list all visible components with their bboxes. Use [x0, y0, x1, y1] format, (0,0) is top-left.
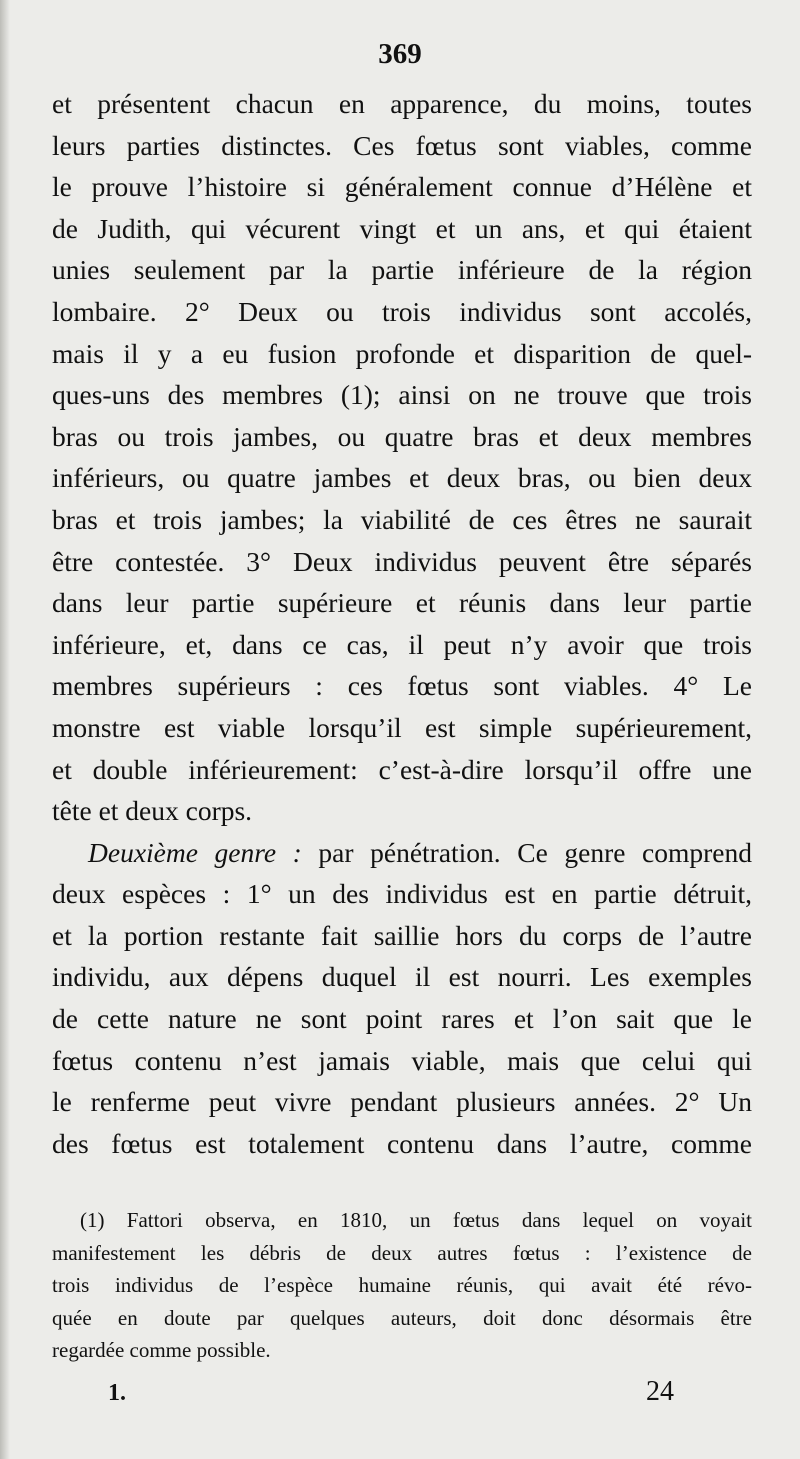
text-line: fœtus contenu n’est jamais viable, mais que celui qui: [52, 1044, 752, 1076]
footnote-line: quée en doute par quelques auteurs, doit donc désormais être: [52, 1305, 752, 1330]
folio-number: 24: [646, 1376, 674, 1407]
text-line: deux espèces : 1° un des individus est en partie détruit,: [52, 878, 752, 910]
footnote: [52, 1204, 752, 1367]
main-text: [52, 83, 752, 1164]
page-edge-shadow: [0, 0, 10, 1459]
text-line: unies seulement par la partie inférieure de la région: [52, 254, 752, 286]
text-line: et la portion restante fait saillie hors du corps de l’autre: [52, 919, 752, 951]
text-line: individu, aux dépens duquel il est nourri. Les exemples: [52, 961, 752, 993]
text-line: et présentent chacun en apparence, du moins, toutes: [52, 88, 752, 119]
signature-mark: 1.: [108, 1380, 126, 1406]
text-line: membres supérieurs : ces fœtus sont viables. 4° Le: [52, 670, 752, 702]
text-line: tête et deux corps.: [52, 795, 253, 827]
text-fragment: par pénétration. Ce genre comprend: [301, 836, 752, 868]
text-line: monstre est viable lorsqu’il est simple supérieurement,: [52, 711, 752, 743]
text-line: le renferme peut vivre pendant plusieurs années. 2° Un: [52, 1086, 752, 1118]
text-line: dans leur partie supérieure et réunis dans leur partie: [52, 587, 752, 619]
footnote-line: manifestement les débris de deux autres fœtus : l’existence de: [52, 1240, 752, 1265]
page-number: 369: [378, 38, 422, 70]
text-line: de Judith, qui vécurent vingt et un ans, et qui étaient: [52, 212, 752, 244]
text-line: leurs parties distinctes. Ces fœtus sont viables, comme: [52, 129, 752, 161]
italic-lead: Deuxième genre :: [88, 836, 302, 868]
footnote-line: (1) Fattori observa, en 1810, un fœtus dans lequel on voyait: [80, 1208, 752, 1232]
text-line: de cette nature ne sont point rares et l’on sait que le: [52, 1003, 752, 1035]
text-line: mais il y a eu fusion profonde et disparition de quel-: [52, 337, 752, 369]
text-line: [52, 832, 752, 874]
text-line: être contestée. 3° Deux individus peuvent être séparés: [52, 545, 752, 577]
text-line: et double inférieurement: c’est-à-dire lorsqu’il offre une: [52, 753, 752, 785]
paragraph-2: [52, 832, 752, 1165]
text-line: ques-uns des membres (1); ainsi on ne trouve que trois: [52, 379, 752, 411]
footnote-line: trois individus de l’espèce humaine réunis, qui avait été révo-: [52, 1273, 752, 1297]
text-line: le prouve l’histoire si généralement connue d’Hélène et: [52, 171, 752, 203]
text-line: bras et trois jambes; la viabilité de ces êtres ne saurait: [52, 503, 752, 535]
text-line: lombaire. 2° Deux ou trois individus sont accolés,: [52, 295, 752, 327]
text-line: inférieure, et, dans ce cas, il peut n’y avoir que trois: [52, 628, 752, 660]
text-line: des fœtus est totalement contenu dans l’autre, comme: [52, 1127, 752, 1159]
text-line: bras ou trois jambes, ou quatre bras et deux membres: [52, 420, 752, 452]
text-line: inférieurs, ou quatre jambes et deux bras, ou bien deux: [52, 462, 752, 494]
footnote-line: regardée comme possible.: [52, 1338, 271, 1362]
paragraph-1: [52, 83, 752, 832]
